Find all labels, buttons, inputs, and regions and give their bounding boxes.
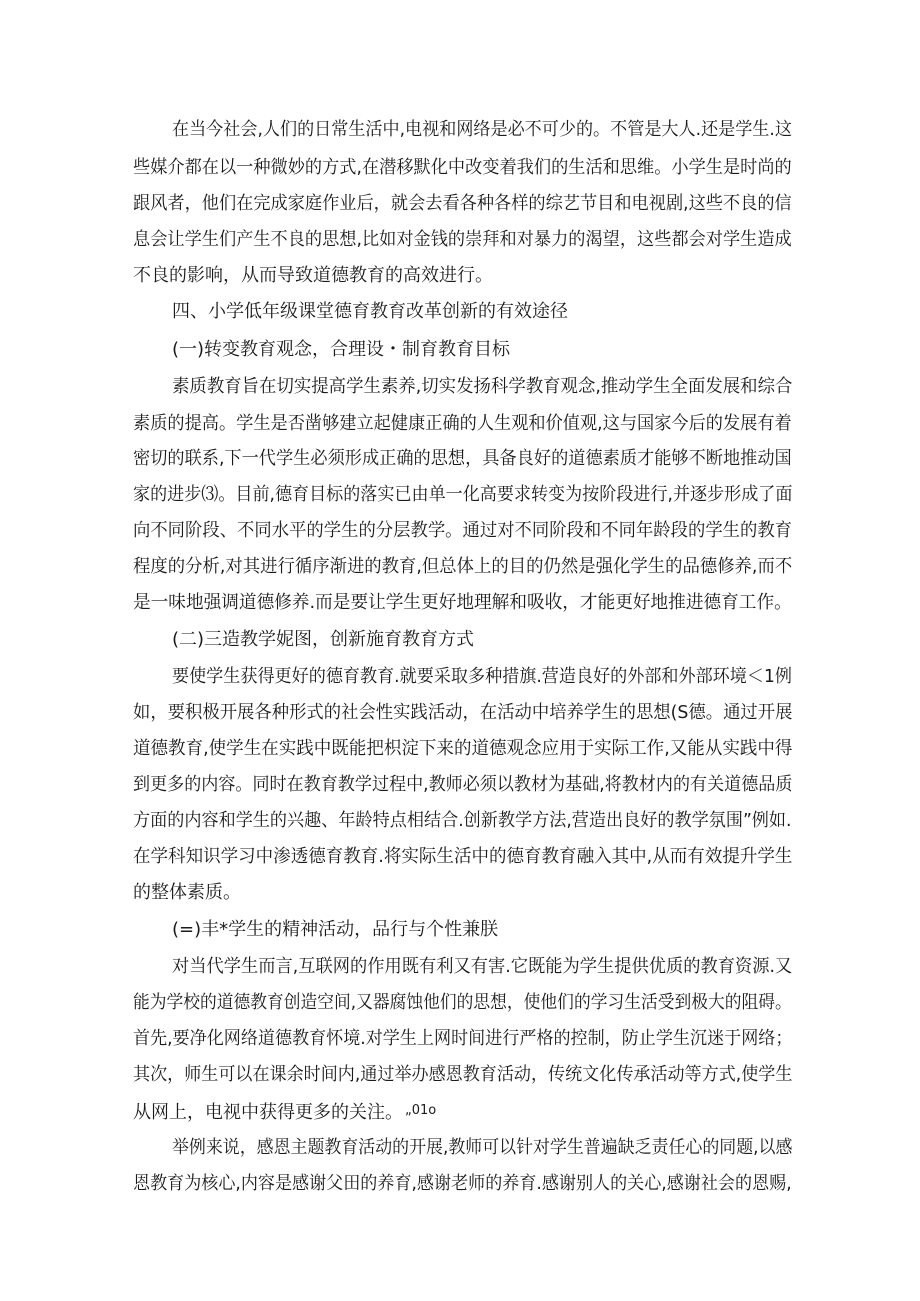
paragraph-2-line-5: 向不同阶段、不同水平的学生的分层教学。通过对不同阶段和不同年龄段的学生的教育 bbox=[133, 520, 793, 541]
paragraph-5-line-2: 恩教育为核心,内容是感谢父田的养育,感谢老师的养育.感谢别人的关心,感谢社会的恩赐, bbox=[133, 1173, 792, 1194]
paragraph-4-line-3: 首先,要净化网络道德教育怀境.对学生上网时间进行严格的控制，防止学生沉迷于网络； bbox=[133, 1028, 793, 1049]
paragraph-2-line-3: 密切的联系,下一代学生必须形成正确的思想，具备良好的道德素质才能够不断地推动国 bbox=[133, 448, 792, 469]
subsection-heading-3: (=)丰*学生的精神活动，品行与个性兼朕 bbox=[172, 919, 499, 940]
paragraph-1-line-5: 不良的影响，从而导致道德教育的高效进行。 bbox=[133, 265, 493, 286]
paragraph-4-line-5 bbox=[133, 1099, 436, 1125]
paragraph-5-line-1: 举例来说，感恩主题教育活动的开展,教师可以针对学生普遍缺乏责任心的同题,以感 bbox=[172, 1137, 793, 1158]
paragraph-4-line-1: 对当代学生而言,互联网的作用既有利又有害.它既能为学生提供优质的教育资源.又 bbox=[172, 956, 793, 977]
paragraph-3-line-4: 到更多的内容。同时在教育教学过程中,教师必须以教材为基础,将教材内的有关道德品质 bbox=[133, 774, 793, 795]
section-heading: 四、小学低年级课堂德育教育改革创新的有效途径 bbox=[172, 301, 568, 322]
paragraph-1-line-1: 在当今社会,人们的日常生活中,电视和网络是必不可少的。不管是大人.还是学生.这 bbox=[172, 119, 792, 140]
paragraph-3-line-7: 的整体素质。 bbox=[133, 882, 241, 903]
paragraph-4-line-4: 其次，师生可以在课余时间内,通过举办感恩教育活动，传统文化传承活动等方式,使学生 bbox=[133, 1064, 793, 1085]
paragraph-1-line-2: 些媒介都在以一种微妙的方式,在潜移默化中改变着我们的生活和思维。小学生是时尚的 bbox=[133, 157, 792, 178]
paragraph-2-line-6: 程度的分析,对其进行循序渐进的教育,但总体上的目的仍然是强化学生的品德修养,而不 bbox=[133, 556, 793, 577]
paragraph-4-line-2: 能为学校的道德教育创造空间,又器腐蚀他们的思想，使他们的学习生活受到极大的阻碍。 bbox=[133, 992, 792, 1013]
subsection-heading-2: (二)三造教学妮图，创新施育教育方式 bbox=[172, 629, 475, 650]
subsection-heading-1: (一)转变教育观念，合理设・制育教育目标 bbox=[172, 339, 511, 360]
paragraph-2-line-2: 素质的提高。学生是否凿够建立起健康正确的人生观和价值观,这与国家今后的发展有着 bbox=[133, 413, 792, 434]
paragraph-3-line-2: 如，要积极开展各种形式的社会性实践活动，在活动中培养学生的思想(S德。通过开展 bbox=[133, 702, 793, 723]
paragraph-1-line-3: 跟风者，他们在完成家庭作业后，就会去看各种各样的综艺节目和电视剧,这些不良的信 bbox=[133, 193, 792, 214]
paragraph-3-line-3: 道德教育,使学生在实践中既能把枳淀下来的道德观念应用于实际工作,又能从实践中得 bbox=[133, 738, 793, 759]
paragraph-3-line-5: 方面的内容和学生的兴趣、年龄特点相结合.创新教学方法,营造出良好的教学氛围”例如. bbox=[133, 810, 792, 831]
paragraph-4-line-5-text: 从网上，电视中获得更多的关注。 bbox=[133, 1102, 403, 1123]
paragraph-2-line-4: 家的进步⑶。目前,德育目标的落实已由单一化高要求转变为按阶段进行,并逐步形成了面 bbox=[133, 484, 793, 505]
citation-mark: „01o bbox=[405, 1103, 437, 1118]
paragraph-3-line-1: 要使学生获得更好的德育教育.就要采取多种措旗.营造良好的外部和外部环境＜1例 bbox=[172, 666, 792, 687]
paragraph-3-line-6: 在学科知识学习中渗透德育教育.将实际生活中的德育教育融入其中,从而有效提升学生 bbox=[133, 846, 793, 867]
paragraph-2-line-7: 是一味地强调道德修养.而是要让学生更好地理解和吸收，才能更好地推进德育工作。 bbox=[133, 592, 792, 613]
paragraph-1-line-4: 息会让学生们产生不良的思想,比如对金钱的崇拜和对暴力的渴望，这些都会对学生造成 bbox=[133, 229, 792, 250]
paragraph-2-line-1: 素质教育旨在切实提高学生素养,切实发扬科学教育观念,推动学生全面发展和综合 bbox=[172, 376, 793, 397]
